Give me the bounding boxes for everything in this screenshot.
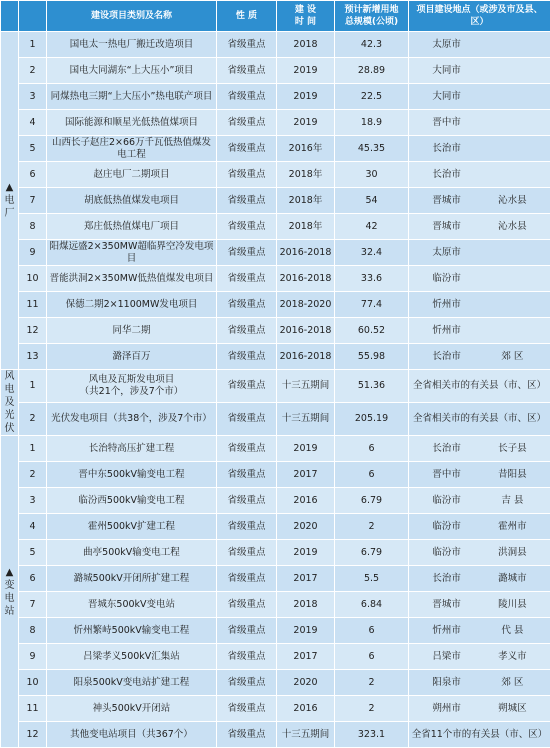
project-nature: 省级重点: [217, 266, 277, 292]
project-scale: 2: [335, 670, 409, 696]
project-scale: 45.35: [335, 136, 409, 162]
header-scale: 预计新增用地 总规模(公顷): [335, 1, 409, 32]
project-time: 2017: [277, 462, 335, 488]
project-time: 2018-2020: [277, 292, 335, 318]
table-row: [1, 403, 550, 436]
table-row: [1, 540, 550, 566]
project-time: 2016: [277, 696, 335, 722]
project-time: 2020: [277, 670, 335, 696]
table-row: [1, 292, 550, 318]
project-name: 其他变电站项目（共367个）: [47, 722, 217, 748]
project-location: [409, 344, 550, 370]
project-scale: 205.19: [335, 403, 409, 436]
location-city: 临汾市: [432, 494, 461, 506]
project-time: 十三五期间: [277, 370, 335, 403]
project-location: [409, 318, 550, 344]
location-city: 长治市: [432, 168, 461, 180]
project-name: 阳泉500kV变电站扩建工程: [47, 670, 217, 696]
row-index: 3: [19, 488, 47, 514]
project-nature: 省级重点: [217, 110, 277, 136]
project-name: 长治特高压扩建工程: [47, 436, 217, 462]
table-row: [1, 696, 550, 722]
row-index: 9: [19, 644, 47, 670]
location-city: 临汾市: [432, 546, 461, 558]
location-text: 全省11个市的有关县（市、区）: [411, 728, 548, 740]
project-name: 保德二期2×1100MW发电项目: [47, 292, 217, 318]
project-scale: 77.4: [335, 292, 409, 318]
project-time: 2020: [277, 514, 335, 540]
project-location: [409, 722, 550, 748]
project-nature: 省级重点: [217, 540, 277, 566]
project-name: 山西长子赵庄2×66万千瓦低热值煤发电工程: [47, 136, 217, 162]
row-index: 11: [19, 292, 47, 318]
project-name: 光伏发电项目（共38个，涉及7个市）: [47, 403, 217, 436]
project-name: 晋中东500kV输变电工程: [47, 462, 217, 488]
project-name: 国电太一热电厂搬迁改造项目: [47, 32, 217, 58]
project-name: 晋能洪洞2×350MW低热值煤发电项目: [47, 266, 217, 292]
project-name: 曲亭500kV输变电工程: [47, 540, 217, 566]
project-name: 风电及瓦斯发电项目 （共21个，涉及7个市）: [47, 370, 217, 403]
location-text: 全省相关市的有关县（市、区）: [412, 380, 546, 391]
location-city: 阳泉市: [432, 676, 461, 688]
location-text: 全省相关市的有关县（市、区）: [412, 413, 546, 424]
table-row: [1, 722, 550, 748]
location-county: 沁水县: [498, 194, 527, 206]
project-name: 郑庄低热值煤电厂项目: [47, 214, 217, 240]
project-time: 2018年: [277, 188, 335, 214]
project-time: 2019: [277, 436, 335, 462]
table-row: [1, 110, 550, 136]
project-scale: 28.89: [335, 58, 409, 84]
project-scale: 323.1: [335, 722, 409, 748]
project-location: [409, 214, 550, 240]
project-nature: 省级重点: [217, 436, 277, 462]
project-name: 阳煤远盛2×350MW超临界空冷发电项目: [47, 240, 217, 266]
project-location: [409, 136, 550, 162]
row-index: 8: [19, 214, 47, 240]
project-time: 2018年: [277, 214, 335, 240]
row-index: 7: [19, 188, 47, 214]
row-index: 8: [19, 618, 47, 644]
project-nature: 省级重点: [217, 488, 277, 514]
project-scale: 6.84: [335, 592, 409, 618]
row-index: 1: [19, 370, 47, 403]
project-time: 2016-2018: [277, 344, 335, 370]
project-nature: 省级重点: [217, 670, 277, 696]
project-scale: 51.36: [335, 370, 409, 403]
location-city: 长治市: [432, 142, 461, 154]
project-location: [409, 370, 550, 403]
location-city: 朔州市: [432, 702, 461, 714]
category-cell: ▲ 电 厂: [1, 32, 19, 370]
table-row: [1, 58, 550, 84]
project-time: 2019: [277, 540, 335, 566]
table-row: [1, 462, 550, 488]
project-time: 十三五期间: [277, 403, 335, 436]
project-location: [409, 514, 550, 540]
row-index: 5: [19, 540, 47, 566]
project-nature: 省级重点: [217, 292, 277, 318]
project-nature: 省级重点: [217, 240, 277, 266]
location-county: 昔阳县: [498, 468, 527, 480]
location-city: 忻州市: [432, 324, 461, 336]
table-body: [1, 32, 550, 748]
row-index: 6: [19, 162, 47, 188]
header-category: [1, 1, 19, 32]
location-city: 长治市: [432, 442, 461, 454]
project-name: 晋城东500kV变电站: [47, 592, 217, 618]
table-row: [1, 188, 550, 214]
project-nature: 省级重点: [217, 722, 277, 748]
project-nature: 省级重点: [217, 32, 277, 58]
project-location: [409, 188, 550, 214]
project-time: 2016: [277, 488, 335, 514]
project-time: 2018年: [277, 162, 335, 188]
project-location: [409, 696, 550, 722]
project-scale: 18.9: [335, 110, 409, 136]
project-nature: 省级重点: [217, 592, 277, 618]
table-row: [1, 214, 550, 240]
location-city: 晋城市: [432, 220, 461, 232]
location-city: 太原市: [432, 38, 461, 50]
project-time: 2018: [277, 592, 335, 618]
project-time: 2016-2018: [277, 266, 335, 292]
project-location: [409, 644, 550, 670]
project-nature: 省级重点: [217, 136, 277, 162]
row-index: 7: [19, 592, 47, 618]
row-index: 4: [19, 110, 47, 136]
location-city: 大同市: [432, 64, 461, 76]
location-city: 大同市: [432, 90, 461, 102]
project-nature: 省级重点: [217, 214, 277, 240]
project-location: [409, 266, 550, 292]
project-location: [409, 292, 550, 318]
project-location: [409, 436, 550, 462]
project-location: [409, 162, 550, 188]
row-index: 6: [19, 566, 47, 592]
row-index: 12: [19, 722, 47, 748]
project-location: [409, 488, 550, 514]
project-scale: 2: [335, 696, 409, 722]
category-cell: ▲ 变 电 站: [1, 436, 19, 748]
project-name: 赵庄电厂二期项目: [47, 162, 217, 188]
project-time: 2018: [277, 32, 335, 58]
location-city: 临汾市: [432, 272, 461, 284]
project-nature: 省级重点: [217, 58, 277, 84]
location-city: 晋中市: [432, 468, 461, 480]
row-index: 3: [19, 84, 47, 110]
project-location: [409, 566, 550, 592]
row-index: 4: [19, 514, 47, 540]
table-row: [1, 488, 550, 514]
project-scale: 6.79: [335, 488, 409, 514]
row-index: 1: [19, 32, 47, 58]
project-nature: 省级重点: [217, 344, 277, 370]
table-row: [1, 84, 550, 110]
project-location: [409, 462, 550, 488]
location-county: 郊 区: [501, 676, 524, 688]
project-scale: 42: [335, 214, 409, 240]
table-row: [1, 32, 550, 58]
row-index: 1: [19, 436, 47, 462]
table-row: [1, 436, 550, 462]
table-row: [1, 618, 550, 644]
project-scale: 42.3: [335, 32, 409, 58]
location-county: 吉 县: [501, 494, 524, 506]
project-nature: 省级重点: [217, 84, 277, 110]
project-location: [409, 540, 550, 566]
project-nature: 省级重点: [217, 566, 277, 592]
project-time: 2019: [277, 110, 335, 136]
project-name: 潞城500kV开闭所扩建工程: [47, 566, 217, 592]
row-index: 5: [19, 136, 47, 162]
project-location: [409, 32, 550, 58]
location-city: 忻州市: [432, 298, 461, 310]
location-county: 长子县: [498, 442, 527, 454]
project-location: [409, 670, 550, 696]
project-name: 同煤热电三期“上大压小”热电联产项目: [47, 84, 217, 110]
project-nature: 省级重点: [217, 696, 277, 722]
row-index: 12: [19, 318, 47, 344]
table-row: [1, 318, 550, 344]
project-time: 2019: [277, 58, 335, 84]
location-city: 晋城市: [432, 194, 461, 206]
location-city: 吕梁市: [432, 650, 461, 662]
project-nature: 省级重点: [217, 644, 277, 670]
table-row: [1, 644, 550, 670]
project-time: 2016-2018: [277, 318, 335, 344]
project-location: [409, 240, 550, 266]
location-county: 潞城市: [498, 572, 527, 584]
project-nature: 省级重点: [217, 162, 277, 188]
table-row: [1, 344, 550, 370]
header-nature: 性 质: [217, 1, 277, 32]
table-row: [1, 514, 550, 540]
project-name: 临汾西500kV输变电工程: [47, 488, 217, 514]
header-row: [1, 1, 550, 32]
project-scale: 6.79: [335, 540, 409, 566]
project-scale: 6: [335, 618, 409, 644]
header-index: [19, 1, 47, 32]
project-nature: 省级重点: [217, 514, 277, 540]
project-scale: 32.4: [335, 240, 409, 266]
row-index: 11: [19, 696, 47, 722]
project-scale: 55.98: [335, 344, 409, 370]
row-index: 9: [19, 240, 47, 266]
project-name: 国电大同湖东“上大压小”项目: [47, 58, 217, 84]
project-nature: 省级重点: [217, 188, 277, 214]
project-time: 2016年: [277, 136, 335, 162]
table-row: [1, 266, 550, 292]
location-city: 长治市: [432, 350, 461, 362]
project-name: 霍州500kV扩建工程: [47, 514, 217, 540]
project-name: 忻州繁峙500kV输变电工程: [47, 618, 217, 644]
category-cell: 风 电 及 光 伏: [1, 370, 19, 436]
project-time: 2017: [277, 566, 335, 592]
project-scale: 6: [335, 644, 409, 670]
location-county: 郊 区: [501, 350, 524, 362]
project-nature: 省级重点: [217, 370, 277, 403]
project-time: 十三五期间: [277, 722, 335, 748]
location-city: 临汾市: [432, 520, 461, 532]
table-row: [1, 670, 550, 696]
project-name: 神头500kV开闭站: [47, 696, 217, 722]
table-row: [1, 136, 550, 162]
project-scale: 30: [335, 162, 409, 188]
location-city: 忻州市: [432, 624, 461, 636]
project-location: [409, 58, 550, 84]
project-name: 潞泽百万: [47, 344, 217, 370]
project-scale: 22.5: [335, 84, 409, 110]
project-scale: 6: [335, 462, 409, 488]
project-time: 2017: [277, 644, 335, 670]
project-scale: 6: [335, 436, 409, 462]
project-nature: 省级重点: [217, 462, 277, 488]
project-scale: 60.52: [335, 318, 409, 344]
project-scale: 5.5: [335, 566, 409, 592]
location-county: 代 县: [501, 624, 524, 636]
table-row: [1, 370, 550, 403]
header-time: 建 设 时 间: [277, 1, 335, 32]
header-location: 项目建设地点（或涉及市及县、区）: [409, 1, 550, 32]
row-index: 10: [19, 670, 47, 696]
project-name: 同华二期: [47, 318, 217, 344]
project-scale: 54: [335, 188, 409, 214]
project-location: [409, 618, 550, 644]
table-row: [1, 240, 550, 266]
header-name: 建设项目类别及名称: [47, 1, 217, 32]
table-row: [1, 566, 550, 592]
project-scale: 2: [335, 514, 409, 540]
project-location: [409, 592, 550, 618]
project-time: 2019: [277, 84, 335, 110]
location-county: 霍州市: [498, 520, 527, 532]
project-time: 2019: [277, 618, 335, 644]
project-time: 2016-2018: [277, 240, 335, 266]
project-location: [409, 403, 550, 436]
project-scale: 33.6: [335, 266, 409, 292]
table-row: [1, 162, 550, 188]
location-county: 孝义市: [498, 650, 527, 662]
row-index: 2: [19, 462, 47, 488]
location-city: 太原市: [432, 246, 461, 258]
location-county: 沁水县: [498, 220, 527, 232]
table-row: [1, 592, 550, 618]
project-location: [409, 110, 550, 136]
project-nature: 省级重点: [217, 403, 277, 436]
row-index: 13: [19, 344, 47, 370]
location-city: 长治市: [432, 572, 461, 584]
project-nature: 省级重点: [217, 618, 277, 644]
row-index: 2: [19, 403, 47, 436]
location-county: 陵川县: [498, 598, 527, 610]
project-location: [409, 84, 550, 110]
project-nature: 省级重点: [217, 318, 277, 344]
row-index: 10: [19, 266, 47, 292]
project-name: 国际能源和顺星光低热值煤项目: [47, 110, 217, 136]
location-city: 晋中市: [432, 116, 461, 128]
project-name: 胡底低热值煤发电项目: [47, 188, 217, 214]
location-county: 洪洞县: [498, 546, 527, 558]
project-name: 吕梁孝义500kV汇集站: [47, 644, 217, 670]
location-city: 晋城市: [432, 598, 461, 610]
row-index: 2: [19, 58, 47, 84]
location-county: 朔城区: [498, 702, 527, 714]
